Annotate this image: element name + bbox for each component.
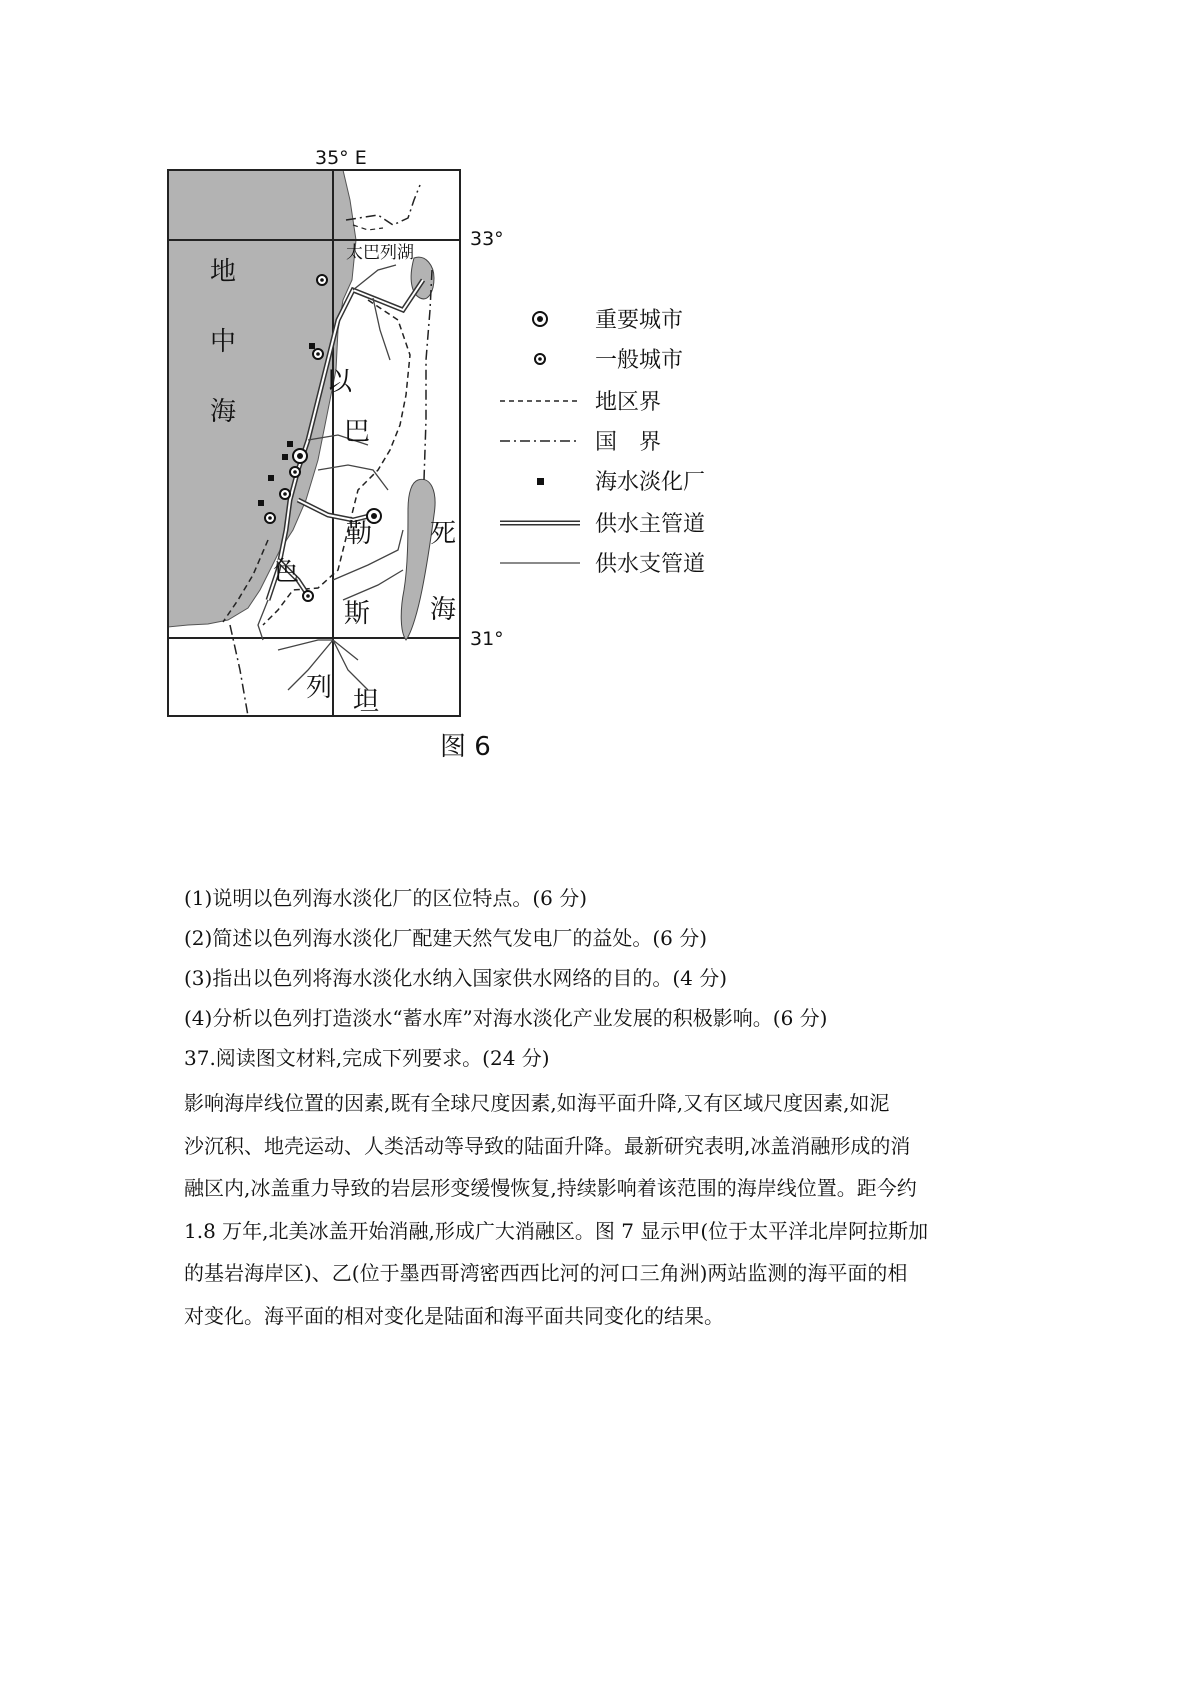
material-line: 沙沉积、地壳运动、人类活动等导致的陆面升降。最新研究表明,冰盖消融形成的消 [184, 1133, 911, 1158]
map-panel [168, 170, 460, 717]
question-3: (3)指出以色列将海水淡化水纳入国家供水网络的目的。(4 分) [184, 966, 728, 990]
sea-label-char: 中 [210, 327, 237, 357]
material-line: 的基岩海岸区)、乙(位于墨西哥湾密西西比河的河口三角洲)两站监测的海平面的相 [184, 1261, 908, 1286]
question-1: (1)说明以色列海水淡化厂的区位特点。(6 分) [184, 886, 588, 910]
figure-caption: 图 6 [440, 732, 491, 762]
svg-text:地区界: 地区界 [595, 390, 662, 415]
region-label-char: 勒 [346, 519, 373, 549]
region-label-char: 斯 [344, 599, 371, 629]
desalination-plant-marker [268, 475, 274, 481]
material-line: 影响海岸线位置的因素,既有全球尺度因素,如海平面升降,又有区域尺度因素,如泥 [184, 1091, 890, 1115]
desalination-plant-marker [258, 500, 264, 506]
question-2: (2)简述以色列海水淡化厂配建天然气发电厂的益处。(6 分) [184, 926, 708, 950]
country-label-char: 以 [326, 367, 353, 397]
country-label-char: 色 [273, 557, 300, 587]
svg-text:海水淡化厂: 海水淡化厂 [595, 470, 706, 495]
region-label-char: 坦 [353, 687, 380, 717]
legend-item-major-city [533, 308, 683, 333]
country-label-char: 列 [306, 673, 333, 703]
svg-text:重要城市: 重要城市 [595, 308, 684, 333]
material-line: 对变化。海平面的相对变化是陆面和海平面共同变化的结果。 [184, 1303, 724, 1328]
svg-text:一般城市: 一般城市 [595, 348, 684, 373]
national-border-east [424, 270, 432, 480]
latitude-label-33: 33° [470, 228, 504, 250]
sea-label-char: 海 [210, 397, 237, 427]
question-4: (4)分析以色列打造淡水“蓄水库”对海水淡化产业发展的积极影响。(6 分) [184, 1006, 828, 1030]
question-37-material [184, 1082, 1044, 1338]
dead-sea-label-char: 死 [430, 519, 457, 549]
lake-label: 太巴列湖 [346, 243, 414, 263]
legend-item-main-pipe [500, 512, 705, 537]
legend-item-city [535, 348, 683, 373]
legend-item-desal-plant [537, 470, 705, 495]
mediterranean-sea-area [168, 170, 356, 627]
legend-item-branch-pipe [500, 552, 705, 577]
legend-item-national-border [500, 430, 661, 455]
desalination-plant-marker [309, 343, 315, 349]
question-37-title: 37.阅读图文材料,完成下列要求。(24 分) [184, 1046, 550, 1070]
desalination-plant-marker [287, 441, 293, 447]
map-legend [500, 308, 705, 577]
material-line: 融区内,冰盖重力导致的岩层形变缓慢恢复,持续影响着该范围的海岸线位置。距今约 [184, 1176, 917, 1201]
israel-water-map-figure [150, 140, 800, 840]
region-label-char: 巴 [344, 417, 371, 447]
svg-text:供水支管道: 供水支管道 [595, 552, 706, 577]
desalination-plant-marker [282, 454, 288, 460]
material-line: 1.8 万年,北美冰盖开始消融,形成广大消融区。图 7 显示甲(位于太平洋北岸阿拉斯加 [184, 1218, 929, 1243]
svg-text:国 界: 国 界 [595, 430, 662, 455]
latitude-label-31: 31° [470, 628, 504, 650]
national-border-north [346, 185, 420, 225]
sea-label-char: 地 [210, 257, 237, 287]
svg-text:供水主管道: 供水主管道 [595, 512, 706, 537]
legend-item-region-border [500, 390, 661, 415]
region-border-north [353, 225, 383, 230]
longitude-label: 35° E [315, 147, 367, 169]
dead-sea-label-char: 海 [430, 595, 457, 625]
